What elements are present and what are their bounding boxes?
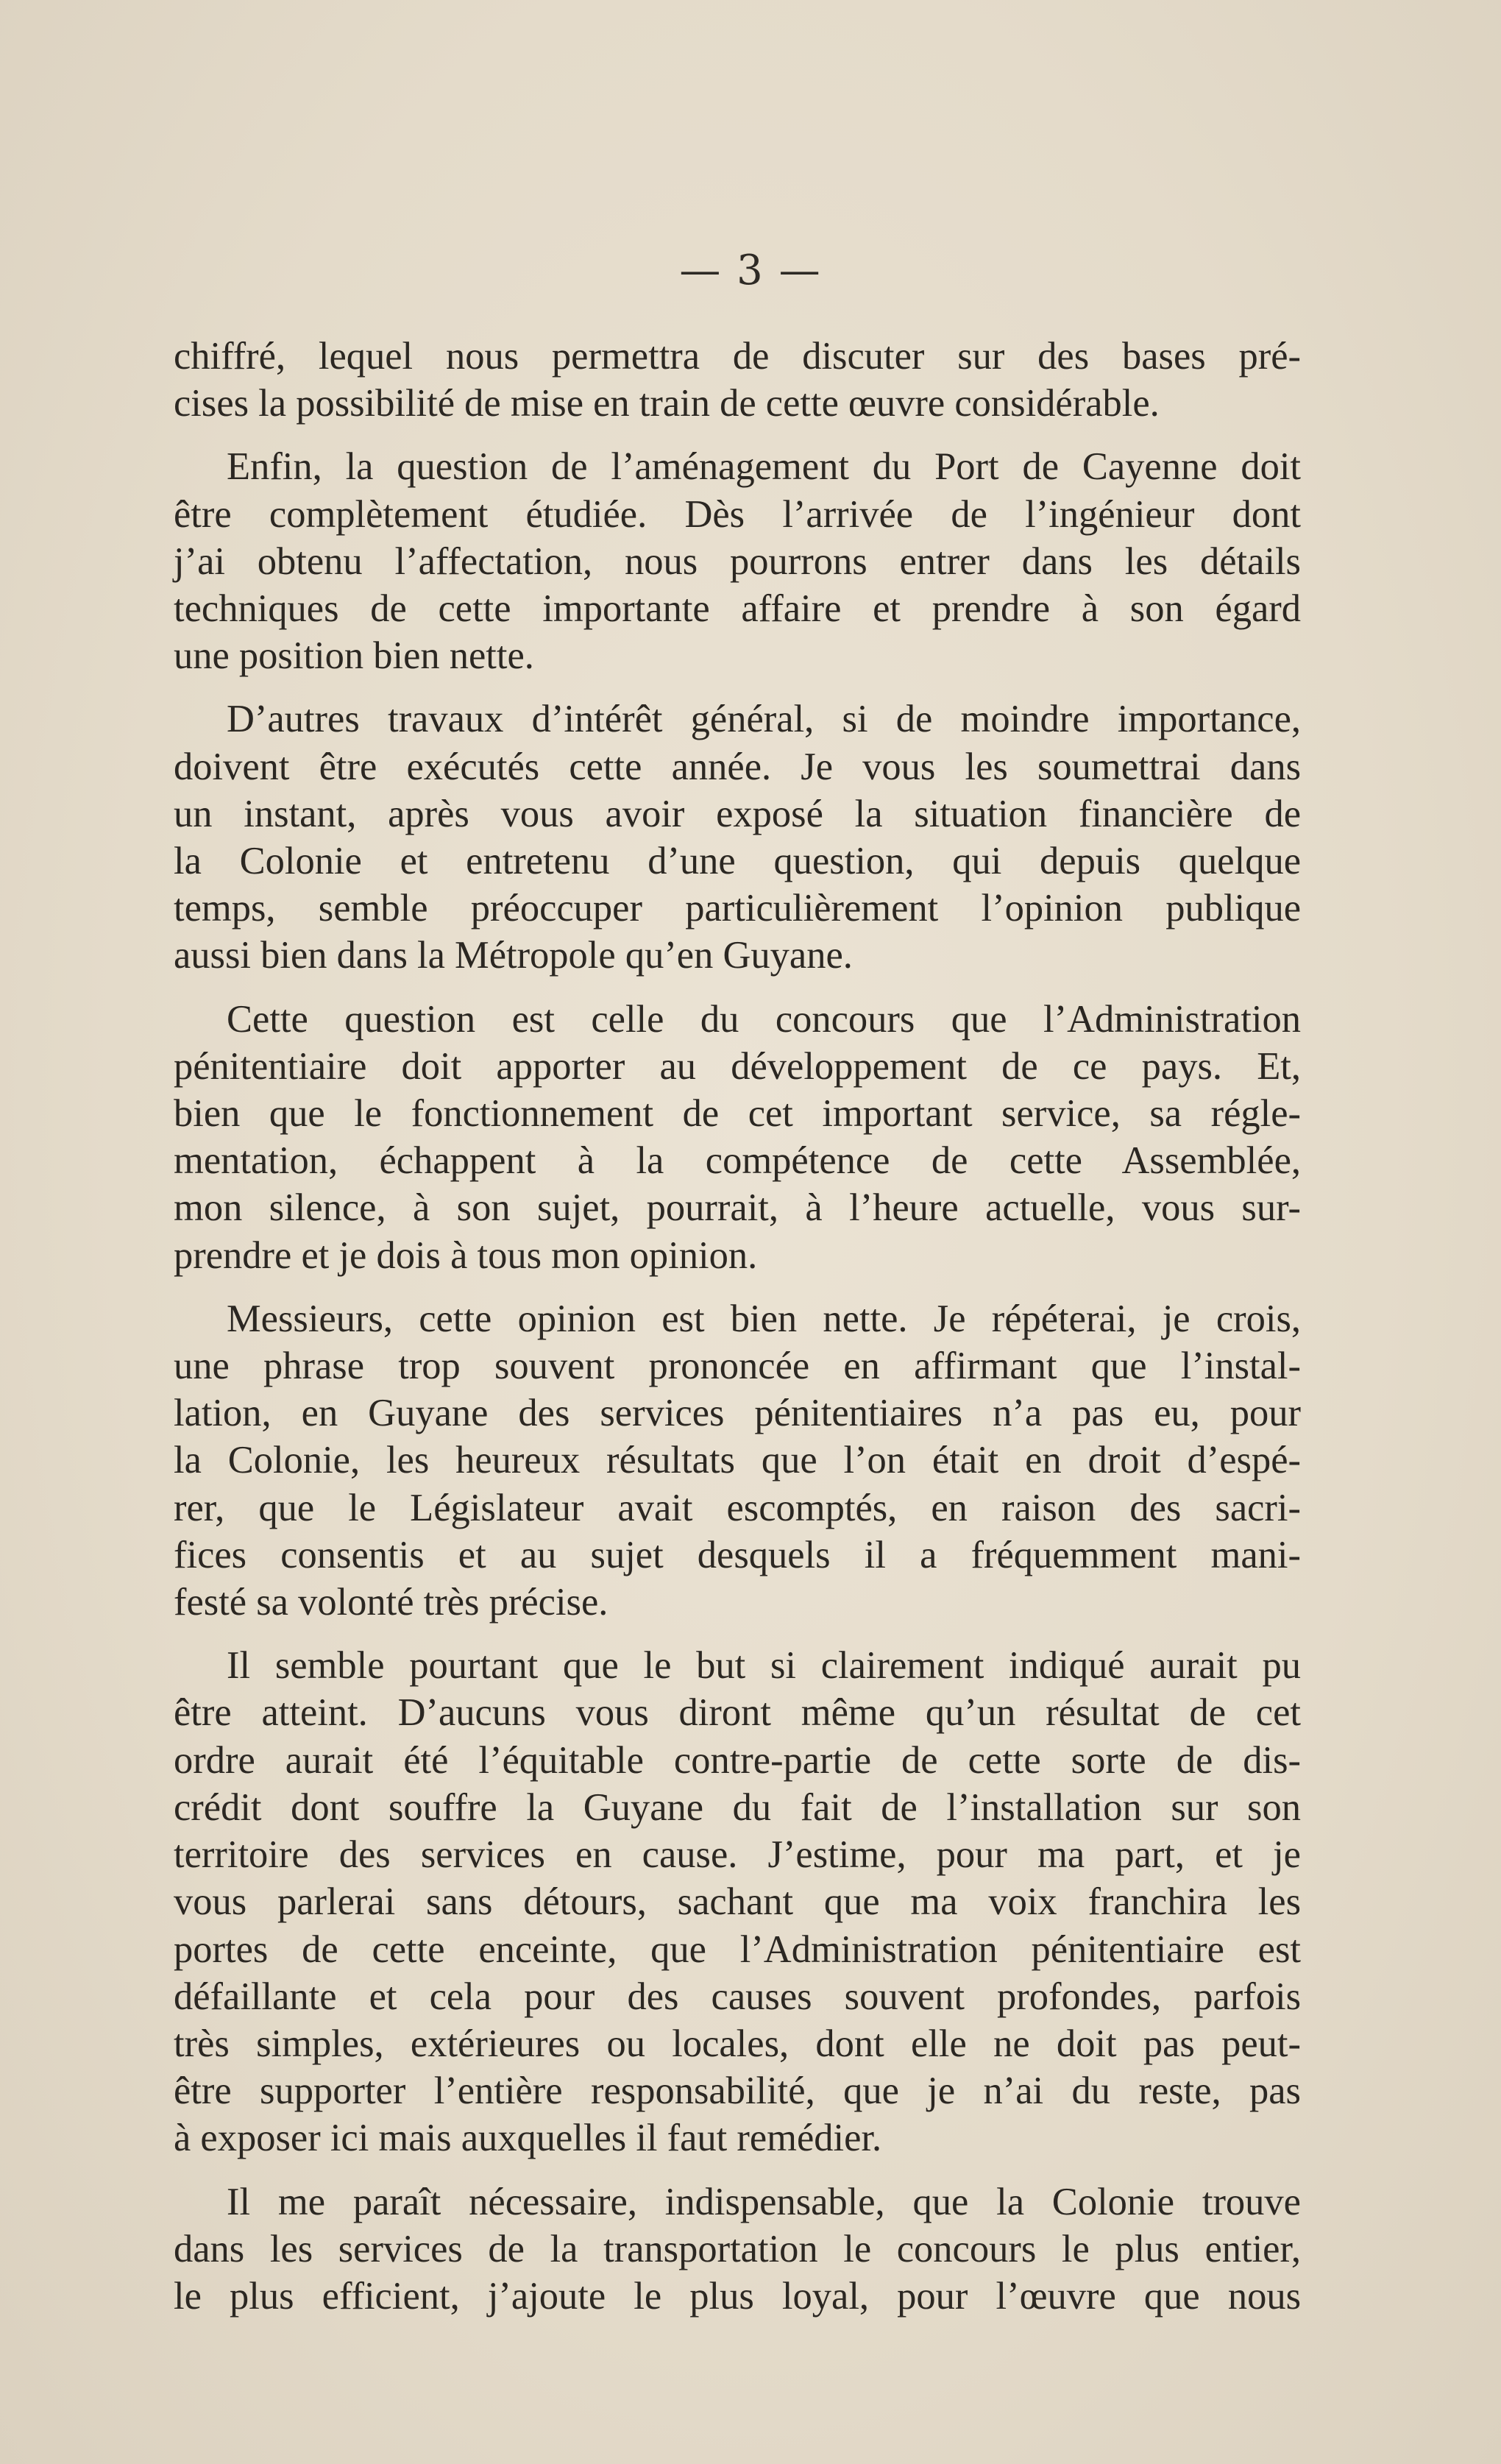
text-line: fices consentis et au sujet desquels il a fréquemment mani-	[174, 1533, 1301, 1576]
paragraph-3	[174, 695, 1301, 979]
paragraph-7	[174, 2178, 1301, 2320]
text-line: D’autres travaux d’intérêt général, si de moindre importance,	[227, 698, 1301, 741]
text-line: la Colonie et entretenu d’une question, qui depuis quelque	[174, 840, 1301, 883]
page-number: — 3 —	[679, 247, 822, 294]
text-line: temps, semble préoccuper particulièrement l’opinion publique	[174, 887, 1301, 930]
text-line: être complètement étudiée. Dès l’arrivée de l’ingénieur dont	[174, 492, 1301, 536]
text-line: chiffré, lequel nous permettra de discuter sur des bases pré-	[174, 335, 1301, 378]
text-line: Il me paraît nécessaire, indispensable, que la Colonie trouve	[227, 2180, 1301, 2223]
text-line: un instant, après vous avoir exposé la situation financière de	[174, 792, 1301, 835]
text-line: lation, en Guyane des services pénitentiaires n’a pas eu, pour	[174, 1392, 1301, 1435]
text-line: Il semble pourtant que le but si clairement indiqué aurait pu	[227, 1644, 1301, 1688]
text-line: à exposer ici mais auxquelles il faut remédier.	[174, 2117, 882, 2160]
text-line: une phrase trop souvent prononcée en affirmant que l’instal-	[174, 1345, 1301, 1388]
paragraph-4	[174, 996, 1301, 1279]
text-line: mentation, échappent à la compétence de cette Assemblée,	[174, 1139, 1301, 1183]
text-line: être supporter l’entière responsabilité, que je n’ai du reste, pas	[174, 2070, 1301, 2113]
text-line: portes de cette enceinte, que l’Administration pénitentiaire est	[174, 1927, 1301, 1971]
text-line: vous parlerai sans détours, sachant que ma voix franchira les	[174, 1880, 1301, 1924]
text-line: territoire des services en cause. J’estime, pour ma part, et je	[174, 1833, 1301, 1877]
paragraph-6	[174, 1642, 1301, 2162]
text-line: cises la possibilité de mise en train de cette œuvre considérable.	[174, 382, 1160, 425]
text-line: très simples, extérieures ou locales, dont elle ne doit pas peut-	[174, 2022, 1301, 2065]
paragraph-5	[174, 1295, 1301, 1626]
text-line: bien que le fonctionnement de cet important service, sa régle-	[174, 1092, 1301, 1136]
text-line: la Colonie, les heureux résultats que l’on était en droit d’espé-	[174, 1439, 1301, 1482]
text-line: défaillante et cela pour des causes souvent profondes, parfois	[174, 1975, 1301, 2018]
text-line: prendre et je dois à tous mon opinion.	[174, 1233, 758, 1277]
text-line: dans les services de la transportation le concours le plus entier,	[174, 2227, 1301, 2270]
text-line: Messieurs, cette opinion est bien nette. Je répéterai, je crois,	[227, 1297, 1301, 1340]
text-line: être atteint. D’aucuns vous diront même qu’un résultat de cet	[174, 1691, 1301, 1735]
text-line: techniques de cette importante affaire et prendre à son égard	[174, 587, 1301, 631]
paragraph-1	[174, 333, 1301, 427]
text-line: rer, que le Législateur avait escomptés, en raison des sacri-	[174, 1486, 1301, 1529]
text-line: aussi bien dans la Métropole qu’en Guyane.	[174, 934, 853, 977]
text-line: le plus efficient, j’ajoute le plus loyal, pour l’œuvre que nous	[174, 2274, 1301, 2318]
text-line: une position bien nette.	[174, 634, 534, 678]
text-line: Cette question est celle du concours que l’Administration	[227, 997, 1301, 1041]
text-line: ordre aurait été l’équitable contre-partie de cette sorte de dis-	[174, 1738, 1301, 1782]
text-line: doivent être exécutés cette année. Je vous les soumettrai dans	[174, 745, 1301, 788]
text-line: crédit dont souffre la Guyane du fait de l’installation sur son	[174, 1785, 1301, 1829]
text-line: j’ai obtenu l’affectation, nous pourrons entrer dans les détails	[174, 539, 1301, 583]
text-line: mon silence, à son sujet, pourrait, à l’heure actuelle, vous sur-	[174, 1186, 1301, 1230]
paragraph-2	[174, 443, 1301, 679]
text-line: pénitentiaire doit apporter au développement de ce pays. Et,	[174, 1044, 1301, 1088]
text-line: Enfin, la question de l’aménagement du Port de Cayenne doit	[227, 445, 1301, 489]
text-line: festé sa volonté très précise.	[174, 1581, 608, 1624]
body-text	[174, 333, 1301, 2320]
